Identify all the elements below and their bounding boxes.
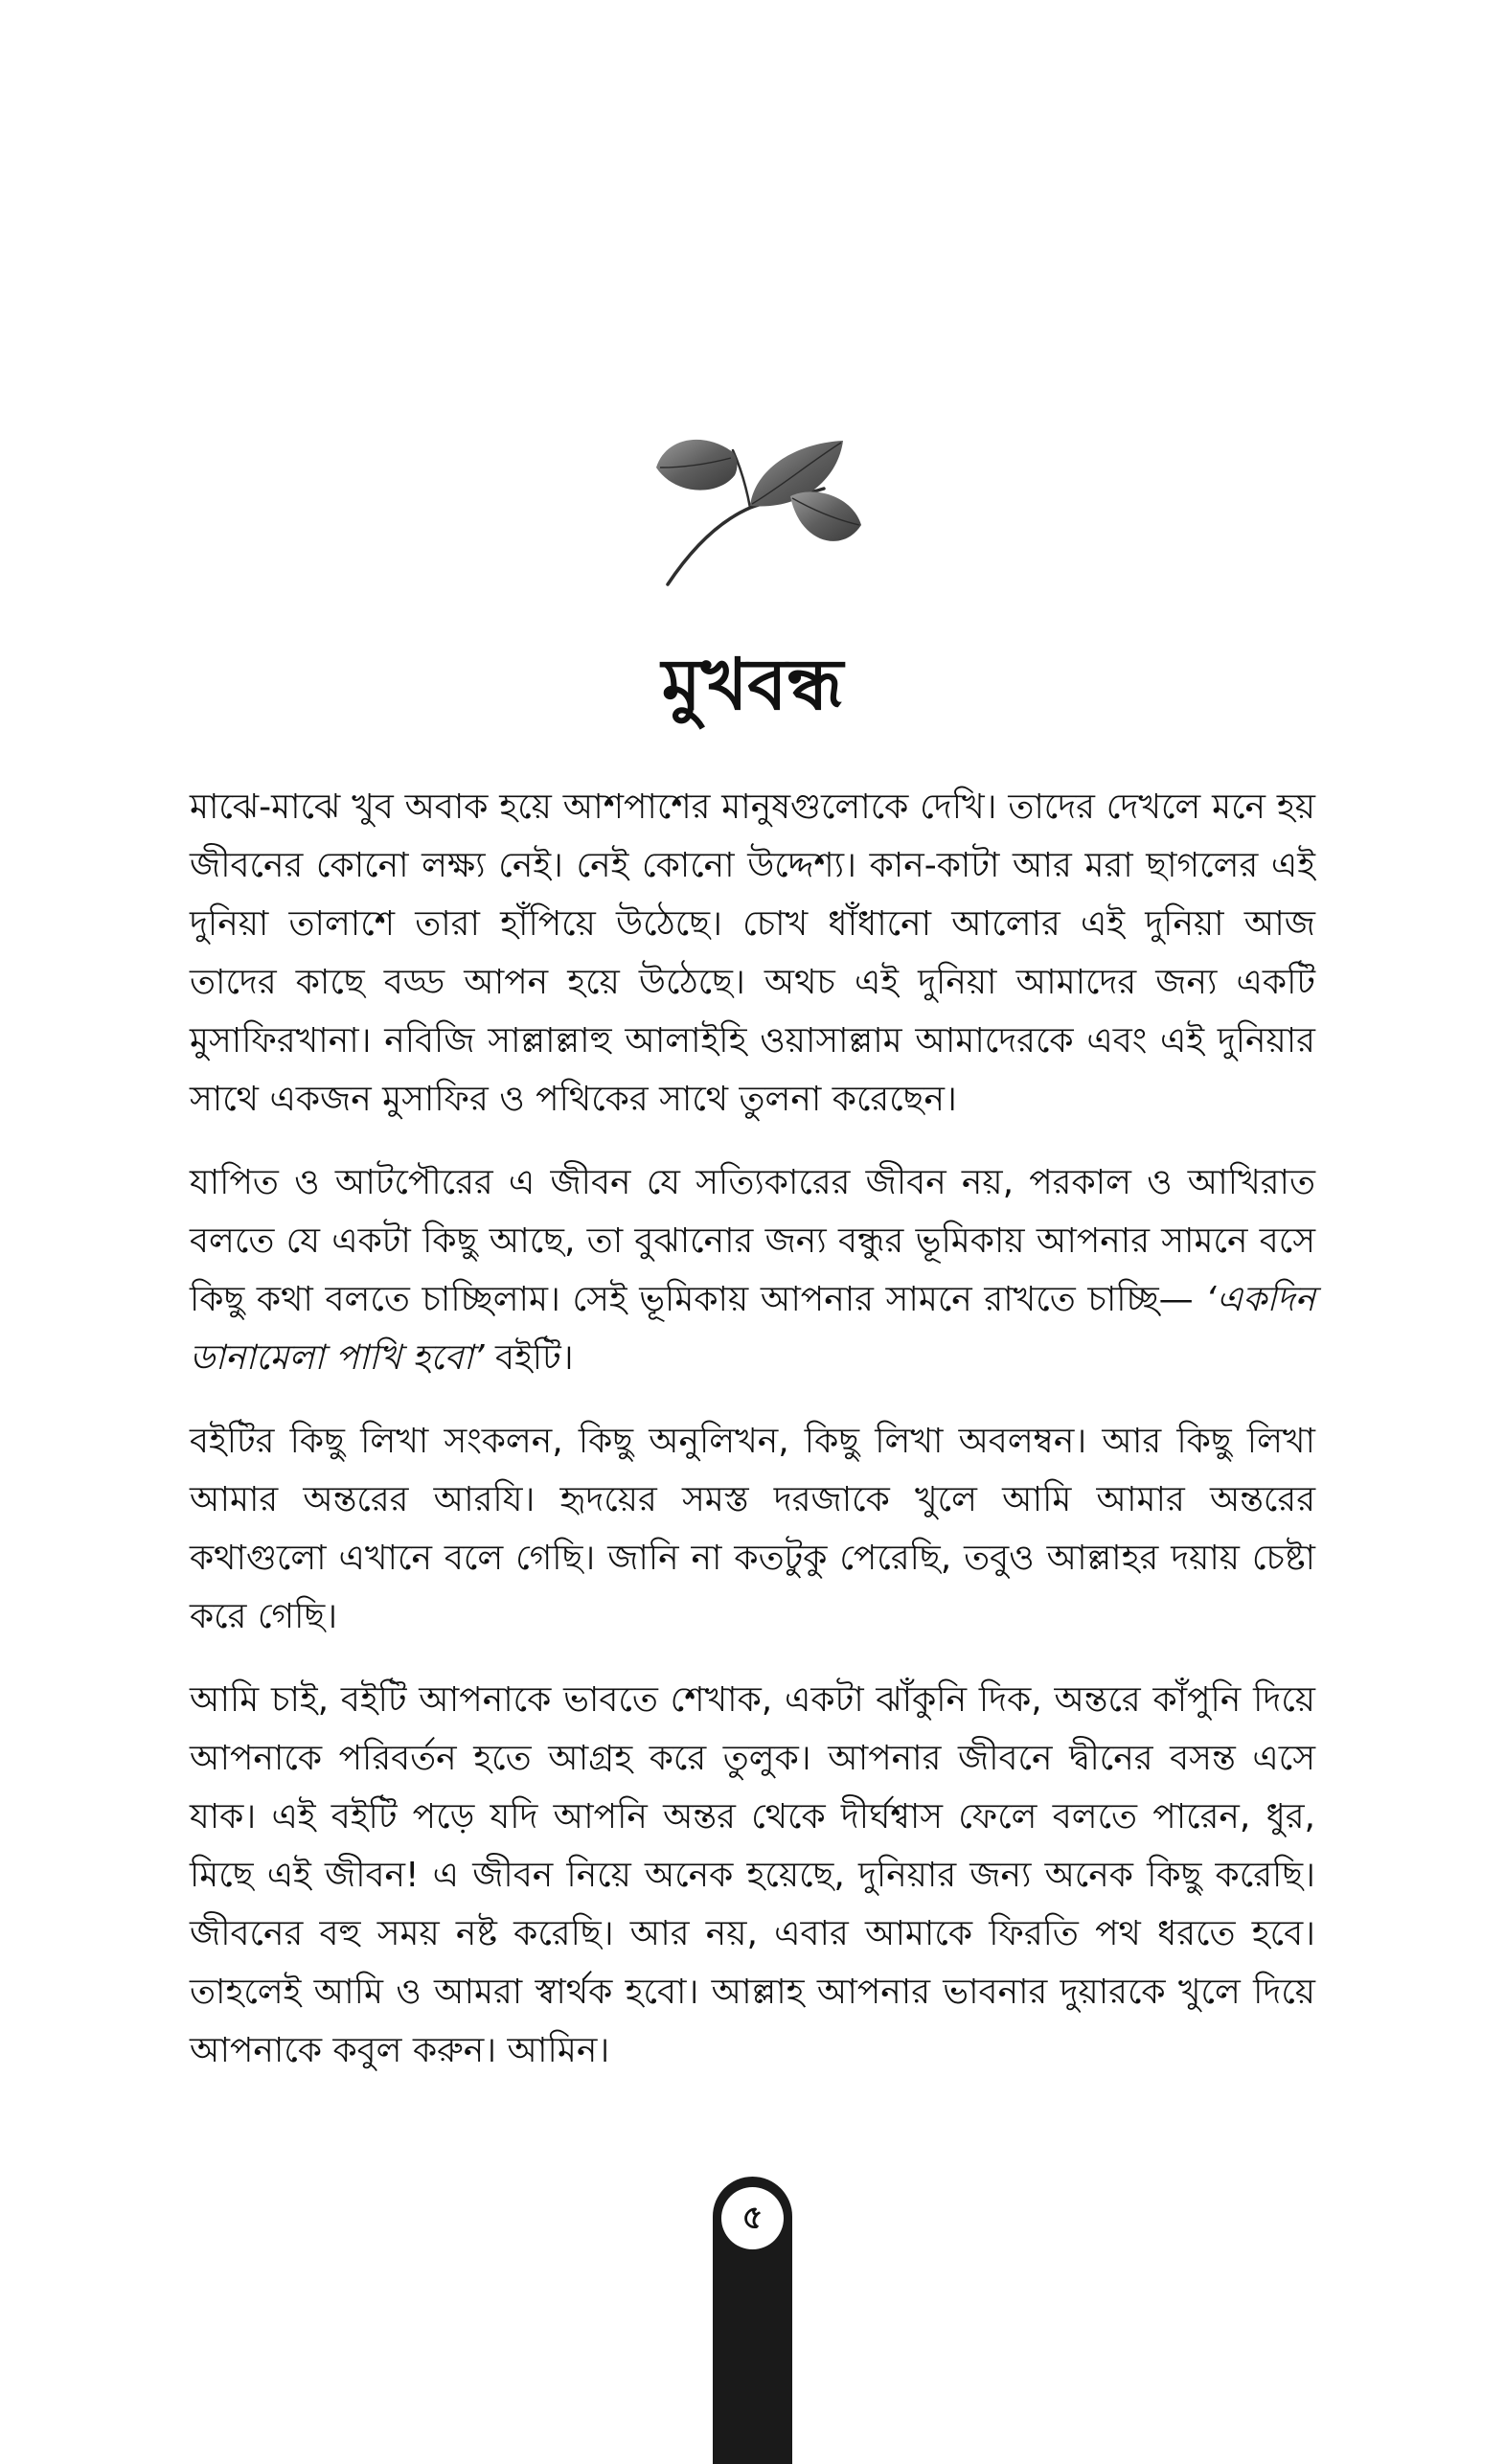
page-title: মুখবন্ধ: [661, 644, 844, 726]
page-number: ৫: [721, 2187, 784, 2249]
paragraph-1: মাঝে-মাঝে খুব অবাক হয়ে আশপাশের মানুষগুলোকে দেখি। তাদের দেখলে মনে হয় জীবনের কোনো লক্ষ্য নেই। নেই কোনো উদ্দেশ্য। কান-কাটা আর মরা ছাগলের এই দুনিয়া তালাশে তারা হাঁপিয়ে উঠেছে। চোখ ধাঁধানো আলোর এই দুনিয়া আজ তাদের কাছে বড্ড আপন হয়ে উঠেছে। অথচ এই দুনিয়া আমাদের জন্য একটি মুসাফিরখানা। নবিজি সাল্লাল্লাহু আলাইহি ওয়াসাল্লাম আমাদেরকে এবং এই দুনিয়ার সাথে একজন মুসাফির ও পথিকের সাথে তুলনা করেছেন।: [190, 787, 1315, 1119]
paragraph-2: [190, 1153, 1315, 1387]
leaf-sprig-icon: [647, 429, 867, 592]
paragraph-2-lead: যাপিত ও আটপৌরের এ জীবন যে সত্যিকারের জীবন নয়, পরকাল ও আখিরাত বলতে যে একটা কিছু আছে, তা বুঝানোর জন্য বন্ধুর ভূমিকায় আপনার সামনে বসে কিছু কথা বলতে চাচ্ছিলাম। সেই ভূমিকায় আপনার সামনে রাখতে চাচ্ছি—: [190, 1163, 1315, 1319]
paragraph-2-tail: বইটি।: [484, 1338, 574, 1378]
book-title: ‘একদিন ডানামেলা পাখি হবো’: [190, 1280, 1315, 1378]
preface-body: [190, 778, 1315, 2105]
paragraph-4: আমি চাই, বইটি আপনাকে ভাবতে শেখাক, একটা ঝাঁকুনি দিক, অন্তরে কাঁপুনি দিয়ে আপনাকে পরিবর্তন হতে আগ্রহ করে তুলুক। আপনার জীবনে দ্বীনের বসন্ত এসে যাক। এই বইটি পড়ে যদি আপনি অন্তর থেকে দীর্ঘশ্বাস ফেলে বলতে পারেন, ধুর, মিছে এই জীবন! এ জীবন নিয়ে অনেক হয়েছে, দুনিয়ার জন্য অনেক কিছু করেছি। জীবনের বহু সময় নষ্ট করেছি। আর নয়, এবার আমাকে ফিরতি পথ ধরতে হবে। তাহলেই আমি ও আমরা স্বার্থক হবো। আল্লাহ আপনার ভাবনার দুয়ারকে খুলে দিয়ে আপনাকে কবুল করুন। আমিন।: [190, 1680, 1315, 2070]
paragraph-3: বইটির কিছু লিখা সংকলন, কিছু অনুলিখন, কিছু লিখা অবলম্বন। আর কিছু লিখা আমার অন্তরের আরযি। হৃদয়ের সমস্ত দরজাকে খুলে আমি আমার অন্তরের কথাগুলো এখানে বলে গেছি। জানি না কতটুকু পেরেছি, তবুও আল্লাহর দয়ায় চেষ্টা করে গেছি।: [190, 1422, 1315, 1636]
